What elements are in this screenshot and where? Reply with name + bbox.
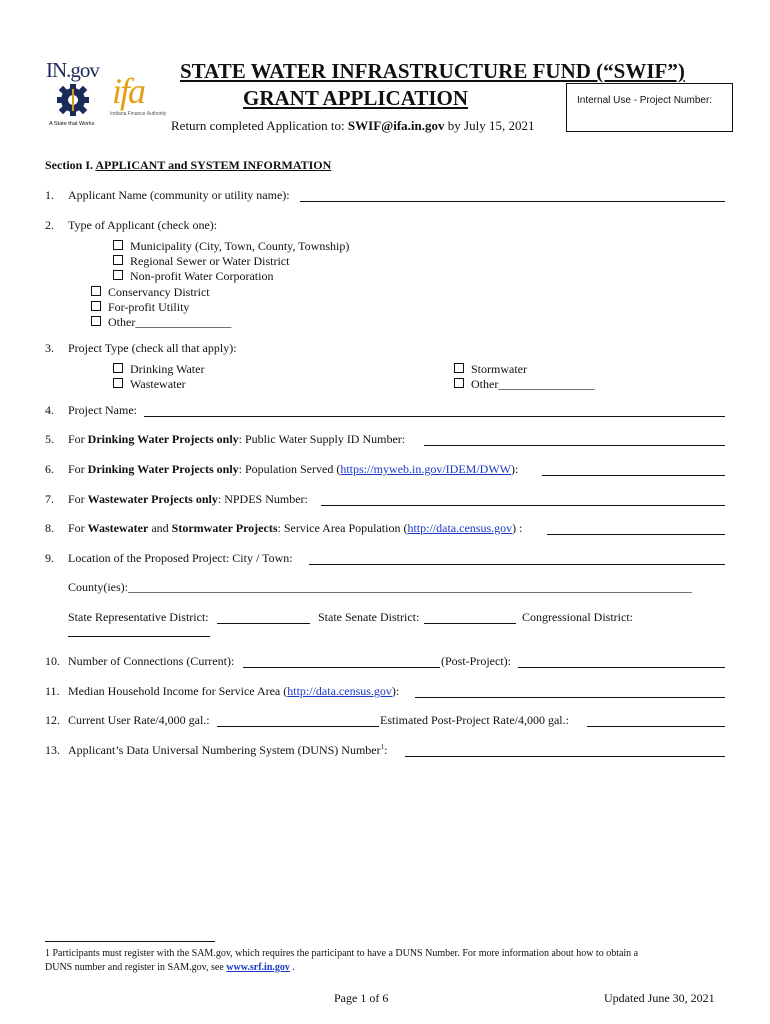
ifa-wordmark: ifa — [112, 71, 145, 111]
census-link-2[interactable]: http://data.census.gov — [287, 684, 392, 698]
q4-label: Project Name: — [68, 403, 137, 417]
applicant-type-forprofit[interactable] — [91, 300, 189, 315]
q8-number: 8. — [45, 521, 54, 535]
footnote-ref: 1 — [380, 743, 385, 751]
q13-label: Applicant’s Data Universal Numbering System (DUNS) Number$^1$: — [68, 743, 388, 757]
county-field[interactable]: ______________________________________________________________________________________________ — [128, 580, 692, 594]
q1-label: Applicant Name (community or utility name): — [68, 188, 290, 202]
q7-label: For Wastewater Projects only: NPDES Number: — [68, 492, 308, 506]
checkbox[interactable] — [454, 363, 464, 373]
checkbox[interactable] — [113, 240, 123, 250]
applicant-type-municipality[interactable] — [113, 239, 349, 254]
q11-label: Median Household Income for Service Area (http://data.census.gov): — [68, 684, 400, 698]
congressional-label: Congressional District: — [522, 610, 633, 624]
q6-label: For Drinking Water Projects only: Population Served (https://myweb.in.gov/IDEM/DWW): — [68, 462, 519, 476]
state-rep-label: State Representative District: — [68, 610, 209, 624]
state-senate-field[interactable] — [424, 623, 516, 624]
population-served-field[interactable] — [542, 475, 725, 476]
q13-number: 13. — [45, 743, 60, 757]
footnote-divider — [45, 941, 215, 942]
state-senate-label: State Senate District: — [318, 610, 420, 624]
applicant-type-other[interactable] — [91, 315, 231, 330]
option-label: Conservancy District — [108, 285, 210, 299]
internal-use-box — [566, 83, 733, 132]
return-instructions — [171, 118, 534, 134]
option-label: For-profit Utility — [108, 300, 190, 314]
option-label: Other________________ — [108, 315, 232, 329]
estimated-rate-field[interactable] — [587, 726, 725, 727]
state-rep-field[interactable] — [217, 623, 310, 624]
section-heading — [45, 158, 331, 173]
checkbox[interactable] — [91, 316, 101, 326]
q3-label: Project Type (check all that apply): — [68, 341, 237, 355]
q12-number: 12. — [45, 713, 60, 727]
npdes-number-field[interactable] — [321, 505, 725, 506]
ingov-wordmark: IN.gov — [46, 58, 99, 82]
q12-est-label: Estimated Post-Project Rate/4,000 gal.: — [380, 713, 569, 727]
ingov-logo — [46, 58, 108, 130]
q9-number: 9. — [45, 551, 54, 565]
section-title: APPLICANT and SYSTEM INFORMATION — [95, 158, 332, 172]
connections-post-field[interactable] — [518, 667, 725, 668]
checkbox[interactable] — [454, 378, 464, 388]
srf-link[interactable]: www.srf.in.gov — [226, 962, 290, 973]
footnote-line2: DUNS number and register in SAM.gov, see www.srf.in.gov . — [45, 962, 295, 973]
q11-number: 11. — [45, 684, 60, 698]
q3-number: 3. — [45, 341, 54, 355]
q4-number: 4. — [45, 403, 54, 417]
checkbox[interactable] — [113, 378, 123, 388]
q2-label: Type of Applicant (check one): — [68, 218, 218, 232]
current-rate-field[interactable] — [217, 726, 379, 727]
q10-number: 10. — [45, 654, 60, 668]
checkbox[interactable] — [91, 301, 101, 311]
q6-number: 6. — [45, 462, 54, 476]
ifa-tagline: Indiana Finance Authority — [110, 111, 167, 117]
project-type-wastewater[interactable] — [113, 377, 186, 392]
checkbox[interactable] — [113, 363, 123, 373]
section-prefix: Section I. — [45, 158, 96, 172]
q1-number: 1. — [45, 188, 54, 202]
project-type-drinking-water[interactable] — [113, 362, 204, 377]
county-label: County(ies):______________________________________________________________________________________________ — [68, 580, 692, 594]
footnote-line1: 1 Participants must register with the SAM.gov, which requires the participant to have a DUNS Number. For more information about how to obtain a — [45, 948, 639, 959]
applicant-type-conservancy[interactable] — [91, 285, 210, 300]
median-income-field[interactable] — [415, 697, 725, 698]
q9-label: Location of the Proposed Project: City / Town: — [68, 551, 293, 565]
updated-date: Updated June 30, 2021 — [604, 991, 715, 1005]
applicant-name-field[interactable] — [300, 201, 725, 202]
q10-post-label: (Post-Project): — [441, 654, 511, 668]
city-town-field[interactable] — [309, 564, 725, 565]
applicant-type-regional-district[interactable] — [113, 254, 289, 269]
idem-dww-link[interactable]: https://myweb.in.gov/IDEM/DWW — [340, 462, 511, 476]
q5-number: 5. — [45, 432, 54, 446]
return-prefix: Return completed Application to: — [171, 118, 348, 133]
service-area-population-field[interactable] — [547, 534, 725, 535]
option-label: Municipality (City, Town, County, Township) — [130, 239, 350, 253]
congressional-field[interactable] — [68, 636, 210, 637]
q8-label: For Wastewater and Stormwater Projects: Service Area Population (http://data.census.gov) : — [68, 521, 523, 535]
connections-current-field[interactable] — [243, 667, 440, 668]
checkbox[interactable] — [91, 286, 101, 296]
return-suffix: by July 15, 2021 — [444, 118, 535, 133]
census-link[interactable]: http://data.census.gov — [407, 521, 513, 535]
pwsid-field[interactable] — [424, 445, 725, 446]
option-label: Other________________ — [471, 377, 595, 391]
option-label: Wastewater — [130, 377, 186, 391]
q10-label: Number of Connections (Current): — [68, 654, 235, 668]
ifa-logo — [110, 62, 170, 124]
option-label: Regional Sewer or Water District — [130, 254, 290, 268]
option-label: Non-profit Water Corporation — [130, 269, 274, 283]
ingov-tagline: A State that Works — [49, 121, 95, 127]
page-title-line2: GRANT APPLICATION — [243, 86, 469, 110]
return-email[interactable]: SWIF@ifa.in.gov — [347, 118, 445, 133]
project-type-other[interactable] — [454, 377, 594, 392]
q2-number: 2. — [45, 218, 54, 232]
project-type-stormwater[interactable] — [454, 362, 527, 377]
applicant-type-nonprofit[interactable] — [113, 269, 273, 284]
internal-use-label: Internal Use - Project Number: — [577, 95, 713, 106]
checkbox[interactable] — [113, 255, 123, 265]
q7-number: 7. — [45, 492, 54, 506]
checkbox[interactable] — [113, 270, 123, 280]
duns-number-field[interactable] — [405, 756, 725, 757]
page-number: Page 1 of 6 — [334, 991, 389, 1005]
option-label: Drinking Water — [130, 362, 205, 376]
gear-icon — [56, 83, 90, 117]
page-title-line1: STATE WATER INFRASTRUCTURE FUND (“SWIF”) — [180, 59, 685, 83]
q5-label: For Drinking Water Projects only: Public Water Supply ID Number: — [68, 432, 406, 446]
q12-label: Current User Rate/4,000 gal.: — [68, 713, 210, 727]
option-label: Stormwater — [471, 362, 527, 376]
project-name-field[interactable] — [144, 416, 725, 417]
